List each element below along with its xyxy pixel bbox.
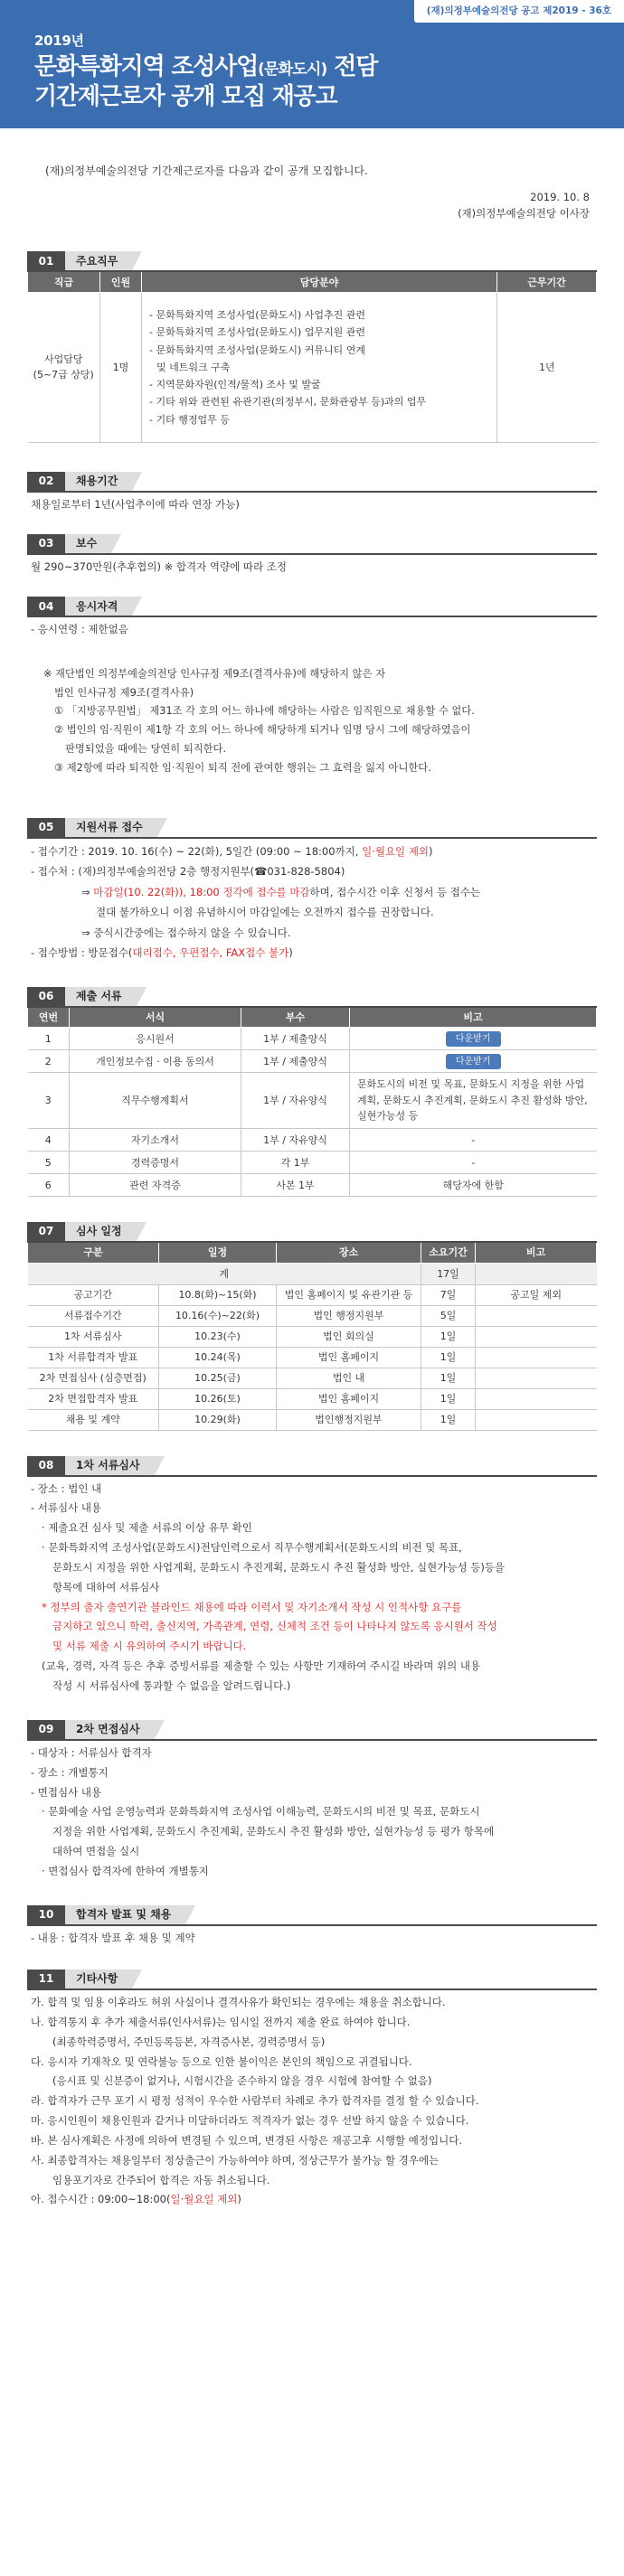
disqualification-note: ※ 재단법인 의정부예술의전당 인사규정 제9조(결격사유)에 해당하지 않은 자 법인 인사규정 제9조(결격사유) ① 「지방공무원법」 제31조 각 호의 어느 하나에 해당하는 사람은 임직원으로 채용할 수 없다. ② 법인의 임·직원이 제1항 각 호의 어느 하나에 해당하게 되거나 임명 당시 그에 해당하였음이 판명되었을 때에는 당연히 퇴직한다. ③ 제2항에 따라 퇴직한 임·직원이 퇴직 전에 관여한 행위는 그 효력을 잃지 아니한다. [43,667,475,775]
section-employment-period: 02 채용기간 채용일로부터 1년(사업추이에 따라 연장 가능) [27,472,597,514]
table-row: 5 경력증명서 각 1부 - [28,1152,597,1174]
table-row: 4 자기소개서 1부 / 자유양식 - [28,1129,597,1152]
table-row: 3 직무수행계획서 1부 / 자유양식 문화도시의 비전 및 목표, 문화도시 지정을 위한 사업계획, 문화도시 추진계획, 문화도시 추진 활성화 방안, 실현가능성 등 [28,1073,597,1129]
employment-period-text: 채용일로부터 1년(사업추이에 따라 연장 가능) [31,497,240,511]
documents-table: 연번 서식 부수 비고 1 응시원서 1부 / 제출양식 다운받기 2 개인정보수집 · 이용 동의서 1부 / 제출양식 다운받기 3 직무수행계획서 1부 / 자유양식 문화도시의 비전 및 목표, 문화도시 지정을 위한 사업계획, 문화도시 추진계획, 문화도시 추진 활성화 방안, 실현가능성 등 4 자기소개서 1부 / 자유양식 - 5 경력증명서 각 1부 - 6 관련 자격증 사본 1부 해당자에 한함 [27,1008,597,1198]
download-privacy-consent-button[interactable]: 다운받기 [446,1054,501,1070]
table-row: 2 개인정보수집 · 이용 동의서 1부 / 제출양식 다운받기 [28,1050,597,1073]
application-details: - 접수기간 : 2019. 10. 16(수) ~ 22(화), 5일간 (09:00 ~ 18:00까지, 일·월요일 제외) - 접수처 : (재)의정부예술의전당 2층 행정지원부(☎031-828-5804) ⇒ 마감일(10. 22(화)), 18:00 정각에 접수를 마감하며, 접수시간 이후 신청서 등 접수는 절대 불가하오니 이점 유념하시어 마감일에는 오전까지 접수를 권장합니다. ⇒ 중식시간중에는 접수하지 않을 수 있습니다. - 접수방법 : 방문접수(대리접수, 우편접수, FAX접수 불가) [31,845,481,960]
table-row: 2차 면접합격자 발표 10.26(토) 법인 홈페이지 1일 [28,1388,597,1409]
notice-title-line1: 문화특화지역 조성사업(문화도시) 전담 [34,53,378,81]
notice-title-line2: 기간제근로자 공개 모집 재공고 [34,82,337,110]
section-header: 01 주요직무 [27,251,597,270]
table-row: 1 응시원서 1부 / 제출양식 다운받기 [28,1028,597,1050]
duties-table: 직급 인원 담당분야 근무기간 사업담당 (5~7급 상당) 1명 - 문화특화지역 조성사업(문화도시) 사업추진 관련 - 문화특화지역 조성사업(문화도시) 업무지원 관련 - 문화특화지역 조성사업(문화도시) 커뮤니티 연계 및 네트워크 구축 - 지역문화자원(인적/물적) 조사 및 발굴 - 기타 위와 관련된 유관기관(의정부시, 문화관광부 등)과의 업무 - 기타 행정업무 등 1년 [27,272,597,443]
section-schedule: 07 심사 일정 구분 일정 장소 소요기간 비고 계 17일 공고기간 10.8(화)~15(화) 법인 홈페이지 및 유관기관 등 7일 공고일 제외 서류접수기간 10.16(수)~22(화) 법인 행정지원부 5일 1차 서류심사 10.23(수) 법인 회의실 1일 1차 서류합격자 발표 10.24(목) 법인 홈페이지 1일 2차 면접심사 (심층면접) 10.25(금) 법인 내 1일 2차 면접합격자 발표 10.26(토) 법인 홈페이지 1일 채용 및 계약 10.29(화) 법인행정지원부 1일 [27,1222,597,1431]
eligibility-text: - 응시연령 : 제한없음 [31,623,128,636]
salary-text: 월 290~370만원(추후협의) ※ 합격자 역량에 따라 조정 [31,560,287,574]
section-documents: 06 제출 서류 연번 서식 부수 비고 1 응시원서 1부 / 제출양식 다운받기 2 개인정보수집 · 이용 동의서 1부 / 제출양식 다운받기 3 직무수행계획서 1부 / 자유양식 문화도시의 비전 및 목표, 문화도시 지정을 위한 사업계획, 문화도시 추진계획, 문화도시 추진 활성화 방안, 실현가능성 등 4 자기소개서 1부 / 자유양식 - 5 경력증명서 각 1부 - 6 관련 자격증 사본 1부 해당자에 한함 [27,987,597,1198]
table-row: 6 관련 자격증 사본 1부 해당자에 한함 [28,1174,597,1197]
table-row: 공고기간 10.8(화)~15(화) 법인 홈페이지 및 유관기관 등 7일 공고일 제외 [28,1284,597,1305]
section-document-screening: 08 1차 서류심사 - 장소 : 법인 내 - 서류심사 내용 · 제출요건 심사 및 제출 서류의 이상 유무 확인 · 문화특화지역 조성사업(문화도시)전담인력으로서 직무수행계획서(문화도시의 비전 및 목표, 문화도시 지정을 위한 사업계획, 문화도시 추진계획, 문화도시 추진 활성화 방안, 실현가능성 등)등을 항목에 대하여 서류심사 * 정부의 출자 출연기관 블라인드 채용에 따라 이력서 및 자기소개서 작성 시 인적사항 요구를 금지하고 있으니 학력, 출신지역, 가족관계, 연령, 신체적 조건 등이 나타나지 않도록 응시원서 작성 및 서류 제출 시 유의하여 주시기 바랍니다. (교육, 경력, 자격 등은 추후 증빙서류를 제출할 수 있는 사항만 기재하여 주시길 바라며 위의 내용 작성 시 서류심사에 통과할 수 없음을 알려드립니다.) [27,1456,597,1697]
table-row: 1차 서류심사 10.23(수) 법인 회의실 1일 [28,1326,597,1347]
headcount-cell: 1명 [100,292,142,442]
section-announcement: 10 합격자 발표 및 채용 - 내용 : 합격자 발표 후 채용 및 계약 [27,1905,597,1948]
table-row: 채용 및 계약 10.29(화) 법인행정지원부 1일 [28,1409,597,1430]
interview-text: - 대상자 : 서류심사 합격자 - 장소 : 개별통지 - 면접심사 내용 · 문화예술 사업 운영능력과 문화특화지역 조성사업 이해능력, 문화도시의 비전 및 목표, 문화도시 지정을 위한 사업계획, 문화도시 추진계획, 문화도시 추진 활성화 방안, 실현가능성 등 평가 항목에 대하여 면접을 실시 · 면접심사 합격자에 한하여 개별통지 [31,1745,495,1877]
section-salary: 03 보수 월 290~370만원(추후협의) ※ 합격자 역량에 따라 조정 [27,534,597,577]
issuer: (재)의정부예술의전당 이사장 [458,206,590,220]
intro-text: (재)의정부예술의전당 기간제근로자를 다음과 같이 공개 모집합니다. [45,165,368,177]
issue-info [0,180,624,222]
document-screening-text: - 장소 : 법인 내 - 서류심사 내용 · 제출요건 심사 및 제출 서류의 이상 유무 확인 · 문화특화지역 조성사업(문화도시)전담인력으로서 직무수행계획서(문화도시의 비전 및 목표, 문화도시 지정을 위한 사업계획, 문화도시 추진계획, 문화도시 추진 활성화 방안, 실현가능성 등)등을 항목에 대하여 서류심사 * 정부의 출자 출연기관 블라인드 채용에 따라 이력서 및 자기소개서 작성 시 인적사항 요구를 금지하고 있으니 학력, 출신지역, 가족관계, 연령, 신체적 조건 등이 나타나지 않도록 응시원서 작성 및 서류 제출 시 유의하여 주시기 바랍니다. (교육, 경력, 자격 등은 추후 증빙서류를 제출할 수 있는 사항만 기재하여 주시길 바라며 위의 내용 작성 시 서류심사에 통과할 수 없음을 알려드립니다.) [31,1481,506,1692]
section-application: 05 지원서류 접수 - 접수기간 : 2019. 10. 16(수) ~ 22(화), 5일간 (09:00 ~ 18:00까지, 일·월요일 제외) - 접수처 : (재)의정부예술의전당 2층 행정지원부(☎031-828-5804) ⇒ 마감일(10. 22(화)), 18:00 정각에 접수를 마감하며, 접수시간 이후 신청서 등 접수는 절대 불가하오니 이점 유념하시어 마감일에는 오전까지 접수를 권장합니다. ⇒ 중식시간중에는 접수하지 않을 수 있습니다. - 접수방법 : 방문접수(대리접수, 우편접수, FAX접수 불가) [27,818,597,964]
table-row: 1차 서류합격자 발표 10.24(목) 법인 홈페이지 1일 [28,1347,597,1368]
duties-cell: - 문화특화지역 조성사업(문화도시) 사업추진 관련 - 문화특화지역 조성사업(문화도시) 업무지원 관련 - 문화특화지역 조성사업(문화도시) 커뮤니티 연계 및 네트워크 구축 - 지역문화자원(인적/물적) 조사 및 발굴 - 기타 위와 관련된 유관기관(의정부시, 문화관광부 등)과의 업무 - 기타 행정업무 등 [142,292,497,442]
grade-cell: 사업담당 (5~7급 상당) [28,292,100,442]
section-duties [27,251,597,443]
notice-year: 2019년 [34,33,84,49]
notice-number-badge: (재)의정부예술의전당 공고 제2019 - 36호 [414,0,624,23]
notice-header [0,0,624,128]
section-interview: 09 2차 면접심사 - 대상자 : 서류심사 합격자 - 장소 : 개별통지 - 면접심사 내용 · 문화예술 사업 운영능력과 문화특화지역 조성사업 이해능력, 문화도시의 비전 및 목표, 문화도시 지정을 위한 사업계획, 문화도시 추진계획, 문화도시 추진 활성화 방안, 실현가능성 등 평가 항목에 대하여 면접을 실시 · 면접심사 합격자에 한하여 개별통지 [27,1720,597,1882]
issue-date: 2019. 10. 8 [530,190,590,203]
download-application-form-button[interactable]: 다운받기 [446,1031,501,1048]
schedule-table: 구분 일정 장소 소요기간 비고 계 17일 공고기간 10.8(화)~15(화) 법인 홈페이지 및 유관기관 등 7일 공고일 제외 서류접수기간 10.16(수)~22(화) 법인 행정지원부 5일 1차 서류심사 10.23(수) 법인 회의실 1일 1차 서류합격자 발표 10.24(목) 법인 홈페이지 1일 2차 면접심사 (심층면접) 10.25(금) 법인 내 1일 2차 면접합격자 발표 10.26(토) 법인 홈페이지 1일 채용 및 계약 10.29(화) 법인행정지원부 1일 [27,1243,597,1431]
table-row: 2차 면접심사 (심층면접) 10.25(금) 법인 내 1일 [28,1368,597,1388]
section-misc: 11 기타사항 가. 합격 및 임용 이후라도 허위 사실이나 결격사유가 확인되는 경우에는 채용을 취소합니다. 나. 합격통지 후 추가 제출서류(인사서류)는 임시일 전까지 제출 완료 하여야 합니다. (최종학력증명서, 주민등록등본, 자격증사본, 경력증명서 등) 다. 응시자 기재착오 및 연락불능 등으로 인한 불이익은 본인의 책임으로 귀결됩니다. (응시표 및 신분증이 없거나, 시험시간을 준수하지 않을 경우 시험에 참여할 수 없음) 라. 합격자가 근무 포기 시 평정 성적이 우수한 사람부터 차례로 추가 합격자를 결정 할 수 있습니다. 마. 응시인원이 채용인원과 같거나 미달하더라도 적격자가 없는 경우 선발 하지 않을 수 있습니다. 바. 본 심사계획은 사정에 의하여 변경될 수 있으며, 변경된 사항은 재공고후 시행할 예정입니다. 사. 최종합격자는 채용일부터 정상출근이 가능하여야 하며, 정상근무가 불가능 할 경우에는 임용포기자로 간주되어 합격은 자동 취소됩니다. 아. 접수시간 : 09:00~18:00(일·월요일 제외) [27,1970,597,2210]
misc-text: 가. 합격 및 임용 이후라도 허위 사실이나 결격사유가 확인되는 경우에는 채용을 취소합니다. 나. 합격통지 후 추가 제출서류(인사서류)는 임시일 전까지 제출 완료 하여야 합니다. (최종학력증명서, 주민등록등본, 자격증사본, 경력증명서 등) 다. 응시자 기재착오 및 연락불능 등으로 인한 불이익은 본인의 책임으로 귀결됩니다. (응시표 및 신분증이 없거나, 시험시간을 준수하지 않을 경우 시험에 참여할 수 없음) 라. 합격자가 근무 포기 시 평정 성적이 우수한 사람부터 차례로 추가 합격자를 결정 할 수 있습니다. 마. 응시인원이 채용인원과 같거나 미달하더라도 적격자가 없는 경우 선발 하지 않을 수 있습니다. 바. 본 심사계획은 사정에 의하여 변경될 수 있으며, 변경된 사항은 재공고후 시행할 예정입니다. 사. 최종합격자는 채용일부터 정상출근이 가능하여야 하며, 정상근무가 불가능 할 경우에는 임용포기자로 간주되어 합격은 자동 취소됩니다. 아. 접수시간 : 09:00~18:00(일·월요일 제외) [31,1996,479,2206]
section-eligibility: 04 응시자격 - 응시연령 : 제한없음 ※ 재단법인 의정부예술의전당 인사규정 제9조(결격사유)에 해당하지 않은 자 법인 인사규정 제9조(결격사유) ① 「지방공무원법」 제31조 각 호의 어느 하나에 해당하는 사람은 임직원으로 채용할 수 없다. ② 법인의 임·직원이 제1항 각 호의 어느 하나에 해당하게 되거나 임명 당시 그에 해당하였음이 판명되었을 때에는 당연히 퇴직한다. ③ 제2항에 따라 퇴직한 임·직원이 퇴직 전에 관여한 행위는 그 효력을 잃지 아니한다. [27,597,597,778]
period-cell: 1년 [497,292,597,442]
table-row: 서류접수기간 10.16(수)~22(화) 법인 행정지원부 5일 [28,1305,597,1326]
announcement-text: - 내용 : 합격자 발표 후 채용 및 계약 [31,1931,195,1944]
table-row: 계 17일 [28,1263,597,1284]
